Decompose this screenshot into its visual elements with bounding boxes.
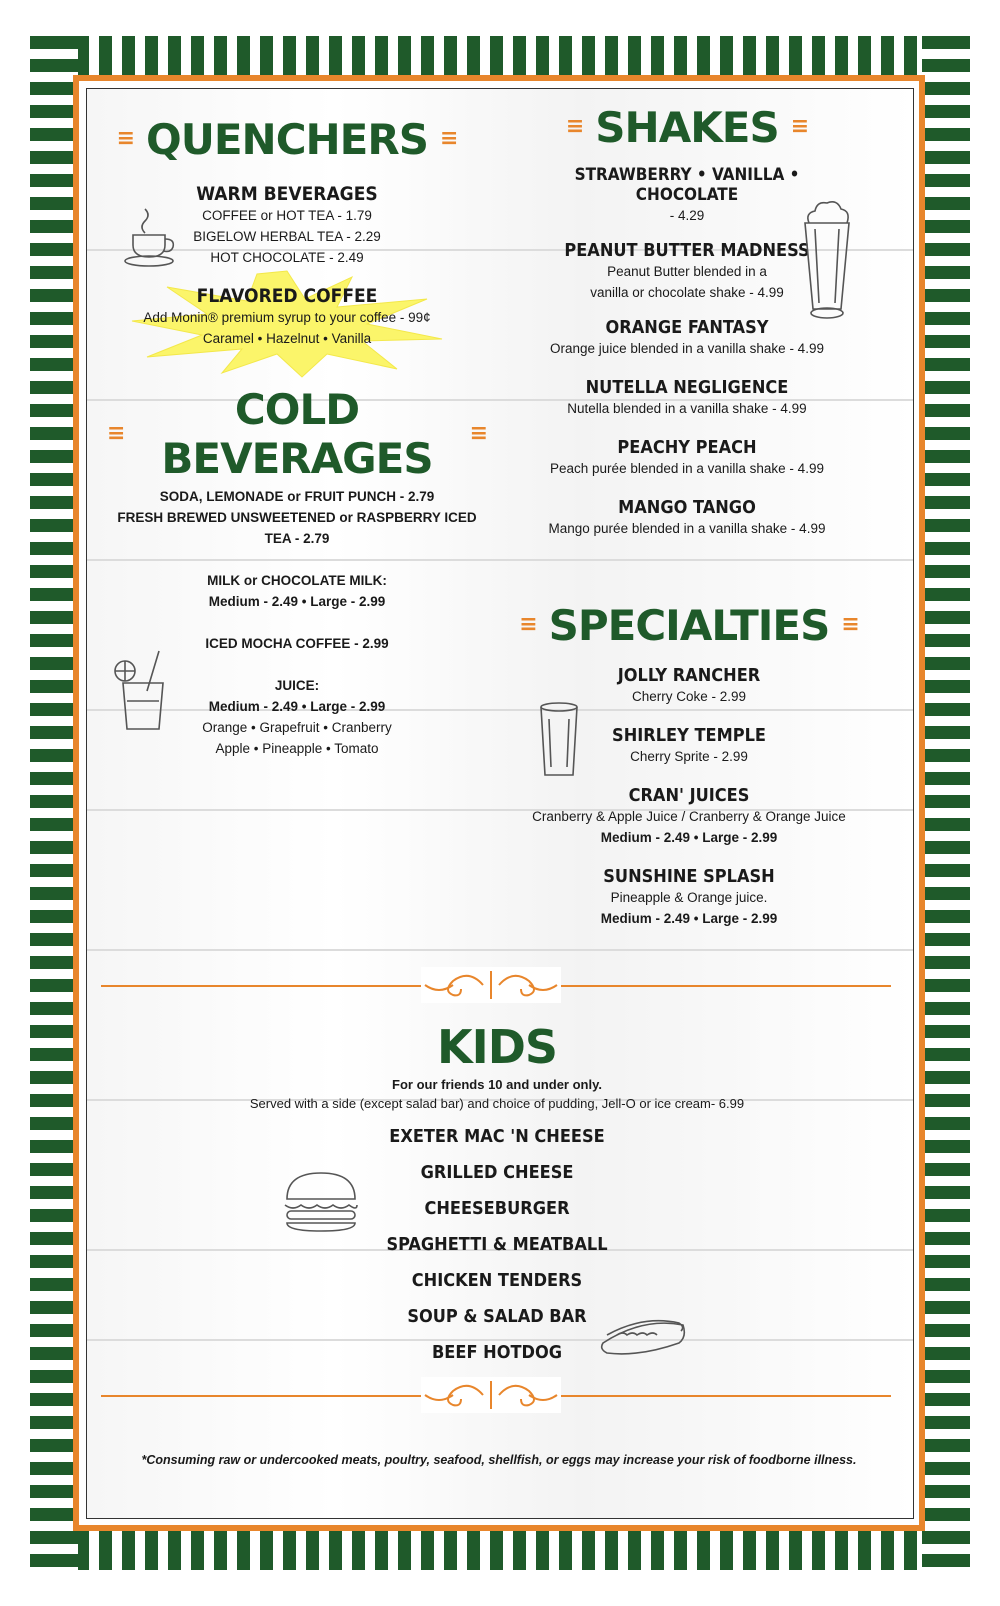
shake-item-desc: Peach purée blended in a vanilla shake - 4.99 [550,461,824,476]
menu-panel [86,88,914,1519]
shake-item-name: PEACHY PEACH [617,437,757,458]
kids-item: EXETER MAC 'N CHEESE [389,1126,605,1147]
warm-beverages-heading: WARM BEVERAGES [196,183,378,205]
juice-heading: JUICE: [274,678,320,693]
specialty-item-name: SHIRLEY TEMPLE [612,725,766,746]
specialty-item-desc: Cherry Coke - 2.99 [631,689,747,704]
milk-heading: MILK or CHOCOLATE MILK: [207,573,387,588]
warm-item: COFFEE or HOT TEA - 1.79 [202,208,372,223]
warm-item: BIGELOW HERBAL TEA - 2.29 [193,229,381,244]
flourish-ornament-icon [421,967,561,1003]
flavored-coffee-heading: FLAVORED COFFEE [196,285,378,307]
shake-item-name: MANGO TANGO [618,497,756,518]
iced-tea-item: FRESH BREWED UNSWEETENED or RASPBERRY ICED [117,510,477,525]
shake-item-desc: Mango purée blended in a vanilla shake - 4.99 [548,521,826,536]
kids-eligibility: For our friends 10 and under only. [392,1077,602,1092]
burger-icon [281,1169,361,1235]
juice-sizes: Medium - 2.49 • Large - 2.99 [208,699,386,714]
juice-glass-icon [109,649,175,733]
hotdog-icon [597,1313,687,1365]
coffee-cup-icon [123,205,179,269]
food-safety-disclaimer: *Consuming raw or undercooked meats, poultry, seafood, shellfish, or eggs may increase your risk of foodborne illness. [141,1453,857,1467]
kids-item: SOUP & SALAD BAR [407,1306,587,1327]
juice-flavors: Apple • Pineapple • Tomato [215,741,379,756]
flavored-coffee-flavors: Caramel • Hazelnut • Vanilla [202,331,372,346]
warm-item: HOT CHOCOLATE - 2.49 [210,250,364,265]
flavored-coffee-desc: Add Monin® premium syrup to your coffee - 99¢ [143,310,431,325]
specialty-item-name: CRAN' JUICES [628,785,750,806]
left-stripe-border [30,36,78,1570]
kids-title: KIDS [436,1020,558,1074]
iced-mocha-item: ICED MOCHA COFFEE - 2.99 [205,636,389,651]
specialty-item-name: SUNSHINE SPLASH [603,866,775,887]
iced-tea-item-price: TEA - 2.79 [264,531,330,546]
kids-section [187,1019,807,1371]
milk-sizes: Medium - 2.49 • Large - 2.99 [208,594,386,609]
specialties-title: ≡ SPECIALTIES ≡ [519,600,859,650]
cold-beverages-title: ≡ COLD BEVERAGES ≡ [107,385,487,483]
kids-item: CHICKEN TENDERS [411,1270,583,1291]
kids-item: BEEF HOTDOG [431,1342,563,1363]
soda-glass-icon [537,701,581,781]
bottom-stripe-border [30,1530,970,1570]
shake-basic-price: - 4.29 [669,208,705,223]
shake-item-desc: Orange juice blended in a vanilla shake - 4.99 [550,341,824,356]
specialty-item-name: JOLLY RANCHER [617,665,761,686]
specialty-item-sizes: Medium - 2.49 • Large - 2.99 [600,911,778,926]
shakes-title: ≡ SHAKES ≡ [565,102,809,152]
shake-item-desc: Nutella blended in a vanilla shake - 4.99 [567,401,807,416]
kids-item: GRILLED CHEESE [420,1162,574,1183]
shake-item-name: ORANGE FANTASY [605,317,769,338]
shake-basic-heading: STRAWBERRY • VANILLA • CHOCOLATE [574,165,800,205]
quenchers-title: ≡ QUENCHERS ≡ [116,114,458,164]
kids-item: CHEESEBURGER [424,1198,570,1219]
kids-sides: Served with a side (except salad bar) and choice of pudding, Jell-O or ice cream- 6.99 [249,1096,745,1111]
specialty-item-desc: Cranberry & Apple Juice / Cranberry & Orange Juice [532,809,846,824]
right-stripe-border [922,36,970,1570]
flourish-ornament-icon [421,1377,561,1413]
specialty-item-sizes: Medium - 2.49 • Large - 2.99 [600,830,778,845]
kids-item: SPAGHETTI & MEATBALL [386,1234,608,1255]
shake-item-desc: Peanut Butter blended in a [607,264,767,279]
shake-item-name: NUTELLA NEGLIGENCE [585,377,789,398]
flavored-coffee-section [117,285,457,349]
specialty-item-desc: Pineapple & Orange juice. [610,890,768,905]
shake-item-name: PEANUT BUTTER MADNESS [564,240,810,261]
soda-item: SODA, LEMONADE or FRUIT PUNCH - 2.79 [159,489,435,504]
juice-flavors: Orange • Grapefruit • Cranberry [202,720,392,735]
specialty-item-desc: Cherry Sprite - 2.99 [630,749,748,764]
top-stripe-border [30,36,970,76]
milkshake-icon [799,197,855,323]
shake-item-desc: vanilla or chocolate shake - 4.99 [590,285,784,300]
